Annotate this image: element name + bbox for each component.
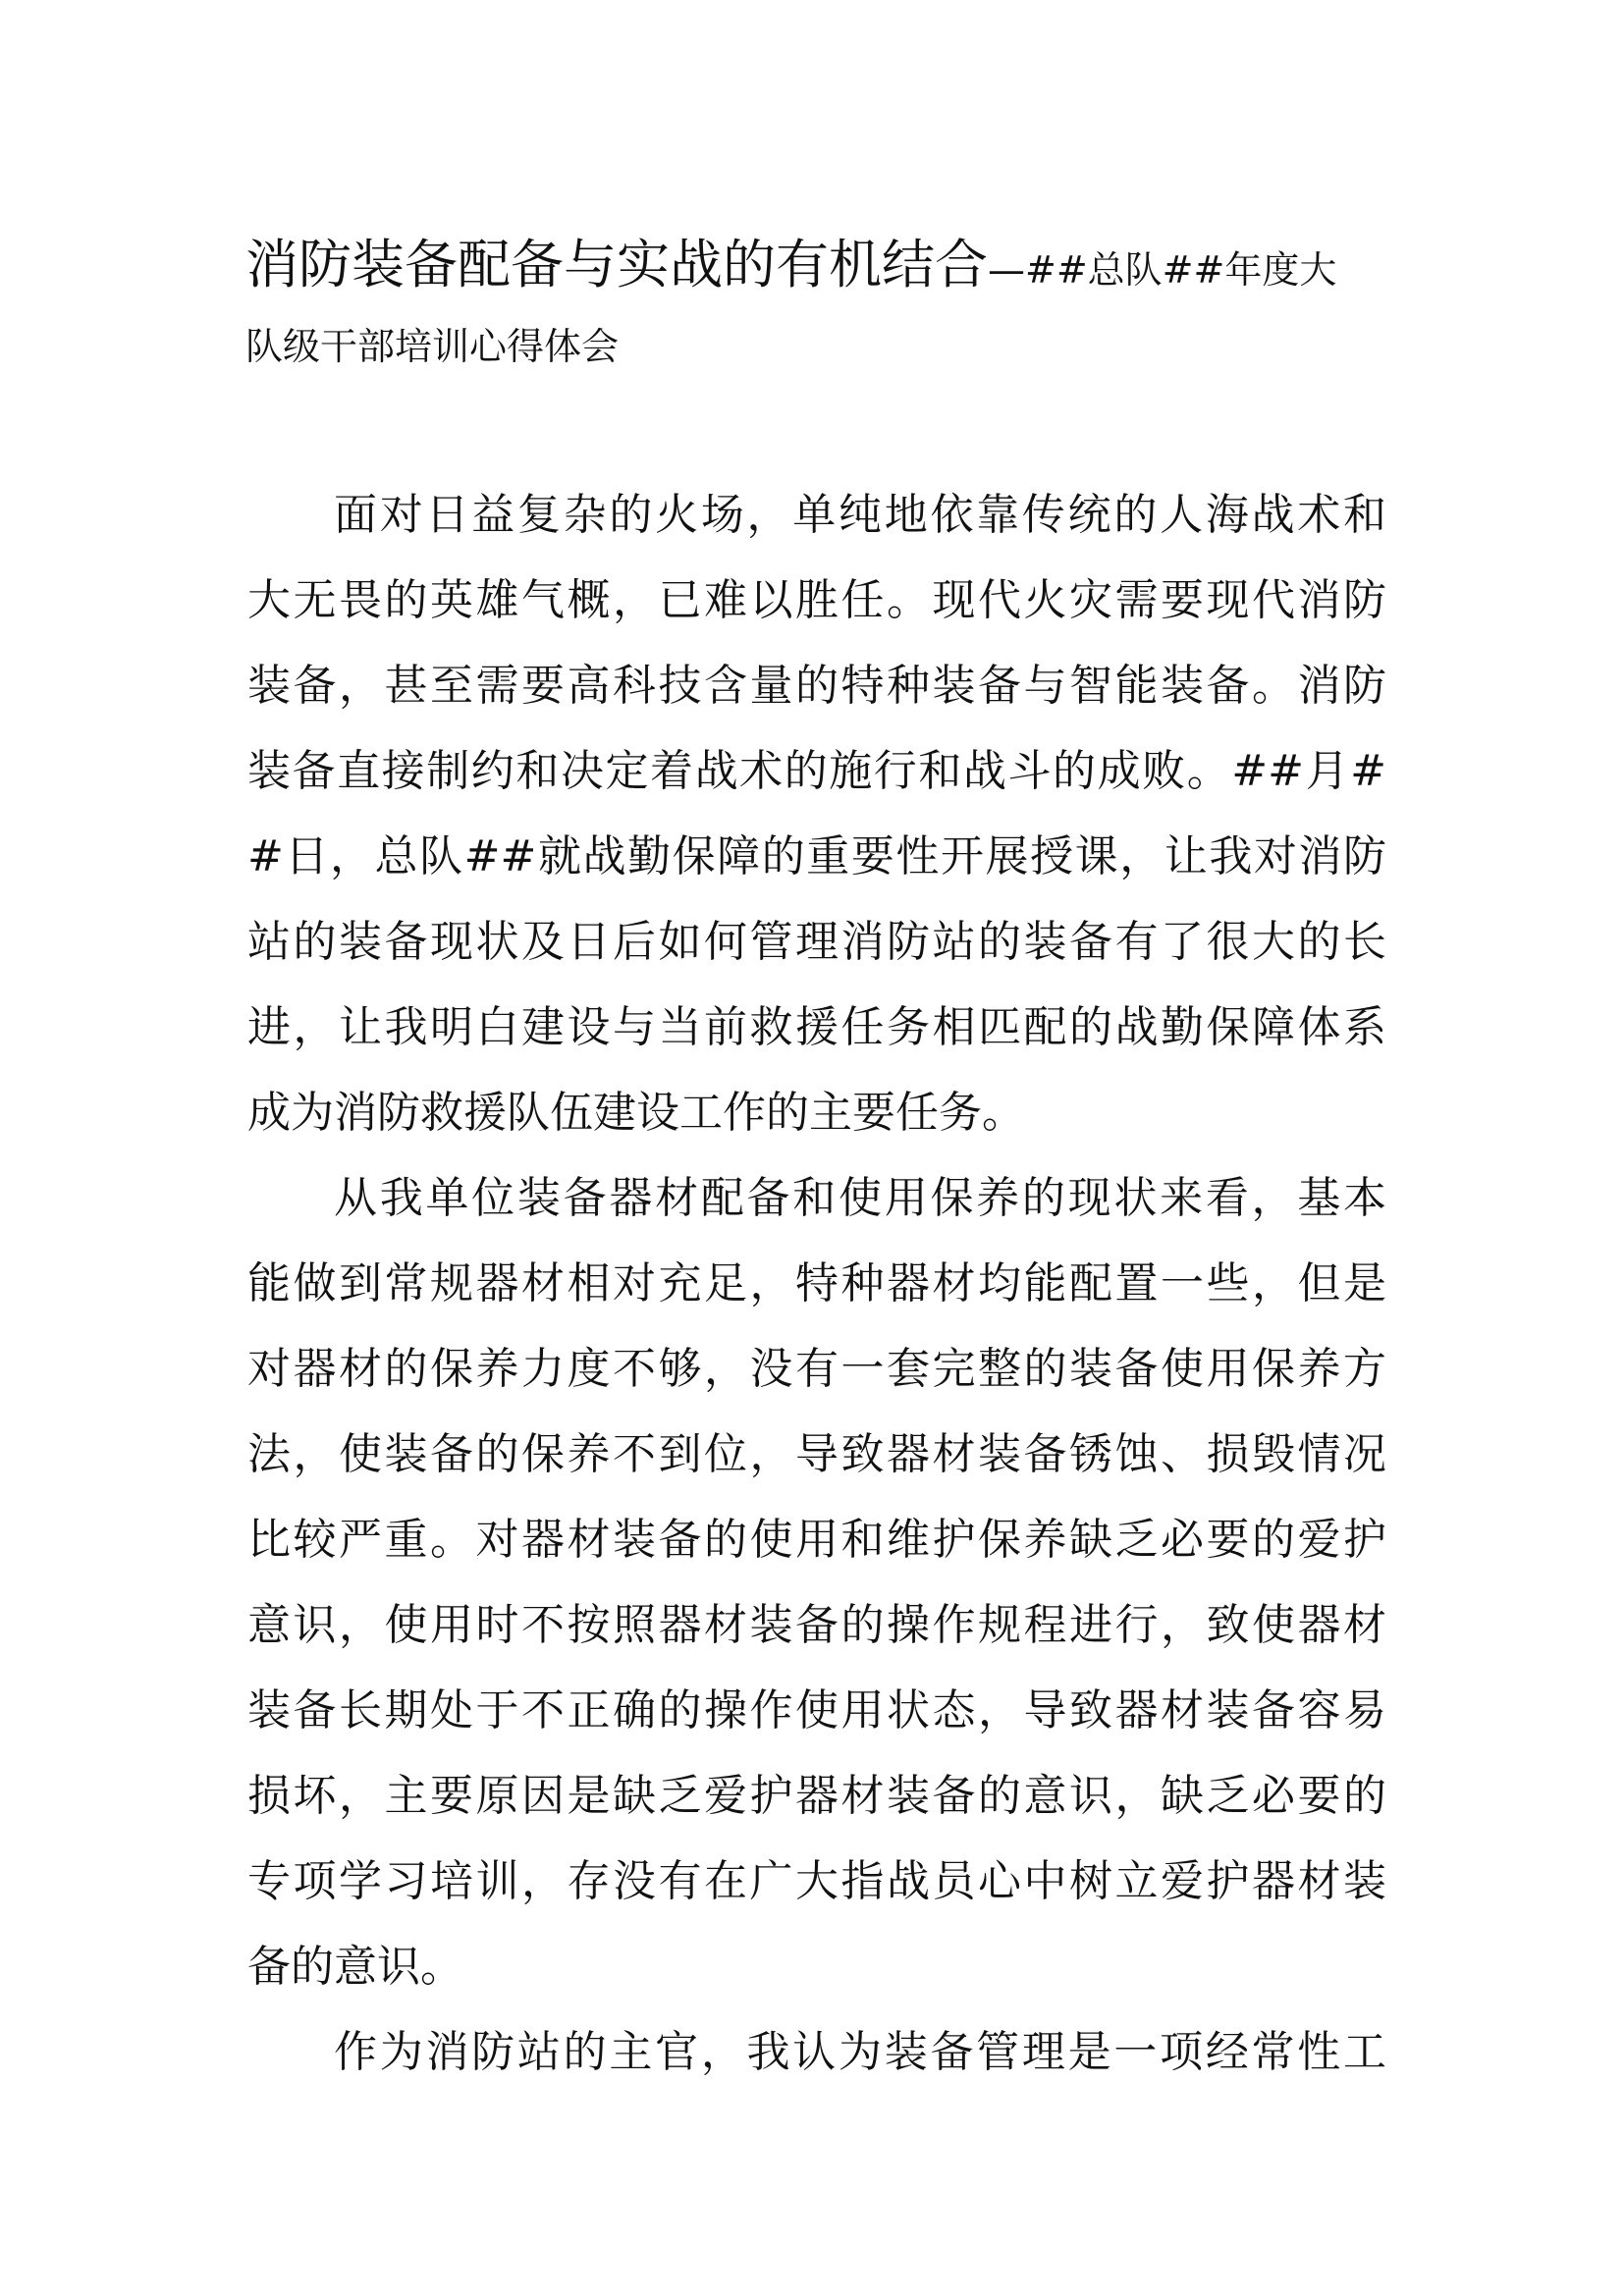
- paragraph-2-line: 意识，使用时不按照器材装备的操作规程进行，致使器材: [247, 1600, 1386, 1650]
- title-subtitle: —##总队##年度大: [988, 248, 1337, 292]
- paragraph-2-line: 备的意识。: [247, 1942, 463, 1992]
- document-title: [245, 228, 1384, 315]
- paragraph-1-line: 大无畏的英雄气概，已难以胜任。现代火灾需要现代消防: [247, 575, 1386, 625]
- paragraph-2-line: 法，使装备的保养不到位，导致器材装备锈蚀、损毁情况: [247, 1429, 1386, 1479]
- paragraph-2-line: 专项学习培训，存没有在广大指战员心中树立爱护器材装: [247, 1856, 1386, 1906]
- paragraph-1-line: 装备直接制约和决定着战术的施行和战斗的成败。##月#: [247, 746, 1386, 796]
- paragraph-2-line: 损坏，主要原因是缺乏爱护器材装备的意识，缺乏必要的: [247, 1771, 1386, 1821]
- paragraph-1-line: 面对日益复杂的火场，单纯地依靠传统的人海战术和: [334, 490, 1386, 540]
- paragraph-2-line: 能做到常规器材相对充足，特种器材均能配置一些，但是: [247, 1258, 1386, 1308]
- paragraph-1-line: 进，让我明白建设与当前救援任务相匹配的战勤保障体系: [247, 1002, 1386, 1052]
- paragraph-2-line: 对器材的保养力度不够，没有一套完整的装备使用保养方: [247, 1344, 1386, 1394]
- title-subtitle-line2: 队级干部培训心得体会: [245, 325, 620, 368]
- title-main: 消防装备配备与实战的有机结合: [245, 234, 988, 295]
- paragraph-1-line: 装备，甚至需要高科技含量的特种装备与智能装备。消防: [247, 661, 1386, 711]
- paragraph-2-line: 从我单位装备器材配备和使用保养的现状来看，基本: [334, 1173, 1386, 1223]
- paragraph-3-line: 作为消防站的主官，我认为装备管理是一项经常性工: [334, 2027, 1386, 2077]
- paragraph-2-line: 装备长期处于不正确的操作使用状态，导致器材装备容易: [247, 1685, 1386, 1735]
- paragraph-2-line: 比较严重。对器材装备的使用和维护保养缺乏必要的爱护: [247, 1515, 1386, 1565]
- paragraph-1-line: 站的装备现状及日后如何管理消防站的装备有了很大的长: [247, 917, 1386, 967]
- paragraph-1-line: #日，总队##就战勤保障的重要性开展授课，让我对消防: [247, 831, 1386, 881]
- paragraph-1-line: 成为消防救援队伍建设工作的主要任务。: [247, 1088, 1025, 1138]
